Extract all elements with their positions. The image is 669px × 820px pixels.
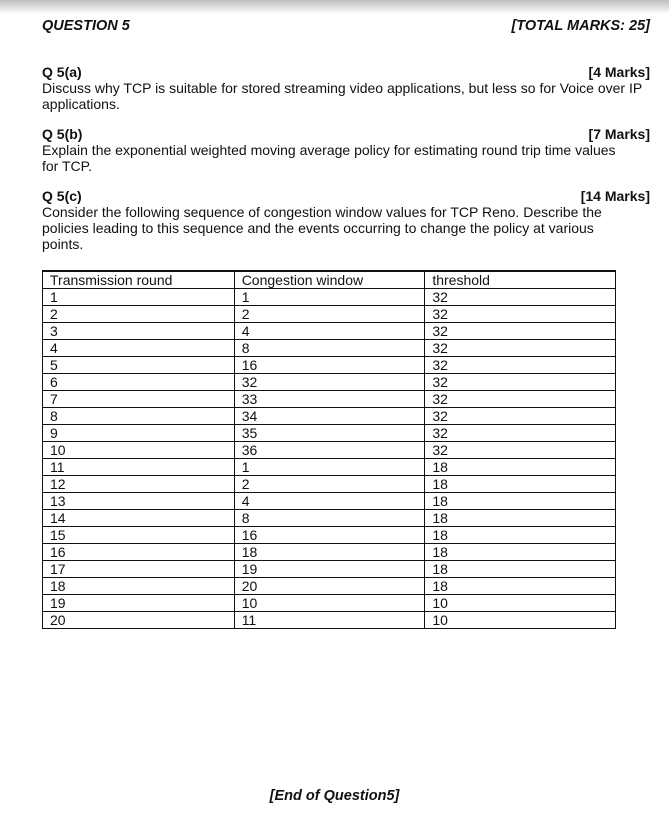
table-cell: 5: [43, 357, 235, 374]
table-row: [43, 357, 616, 374]
table-cell: 19: [234, 561, 425, 578]
table-header-cell: Transmission round: [43, 271, 235, 289]
table-row: [43, 306, 616, 323]
table-cell: 32: [425, 306, 616, 323]
congestion-window-table: [42, 270, 616, 629]
table-cell: 11: [43, 459, 235, 476]
page-top-shadow: [0, 0, 669, 14]
table-cell: 15: [43, 527, 235, 544]
table-cell: 8: [234, 340, 425, 357]
part-b-text: Explain the exponential weighted moving average policy for estimating round trip time values for TCP.: [42, 142, 616, 174]
table-cell: 32: [425, 357, 616, 374]
table-row: [43, 374, 616, 391]
table-cell: 10: [234, 595, 425, 612]
part-c: [42, 188, 650, 252]
table-cell: 32: [425, 425, 616, 442]
table-cell: 1: [43, 289, 235, 306]
table-cell: 32: [425, 391, 616, 408]
table-row: [43, 612, 616, 629]
table-cell: 16: [43, 544, 235, 561]
table-cell: 8: [43, 408, 235, 425]
table-cell: 18: [425, 561, 616, 578]
table-cell: 18: [43, 578, 235, 595]
part-c-label: Q 5(c): [42, 188, 82, 204]
table-cell: 18: [425, 510, 616, 527]
table-cell: 33: [234, 391, 425, 408]
table-cell: 32: [425, 340, 616, 357]
question-title: QUESTION 5: [42, 18, 130, 34]
table-cell: 10: [425, 595, 616, 612]
table-cell: 17: [43, 561, 235, 578]
table-cell: 16: [234, 527, 425, 544]
table-cell: 2: [43, 306, 235, 323]
table-cell: 2: [234, 476, 425, 493]
question-page: [42, 18, 650, 629]
table-header-cell: threshold: [425, 271, 616, 289]
table-cell: 1: [234, 459, 425, 476]
table-row: [43, 510, 616, 527]
table-cell: 8: [234, 510, 425, 527]
table-header-row: [43, 271, 616, 289]
part-b-label: Q 5(b): [42, 126, 83, 142]
table-cell: 11: [234, 612, 425, 629]
table-cell: 18: [425, 459, 616, 476]
table-cell: 6: [43, 374, 235, 391]
table-cell: 10: [425, 612, 616, 629]
part-a-text: Discuss why TCP is suitable for stored streaming video applications, but less so for Voice over IP applications.: [42, 80, 642, 112]
table-cell: 4: [234, 323, 425, 340]
table-cell: 36: [234, 442, 425, 459]
table-row: [43, 527, 616, 544]
question-header: [42, 18, 650, 34]
table-cell: 20: [43, 612, 235, 629]
table-cell: 32: [234, 374, 425, 391]
table-row: [43, 408, 616, 425]
table-cell: 18: [425, 476, 616, 493]
table-cell: 19: [43, 595, 235, 612]
table-row: [43, 323, 616, 340]
table-cell: 20: [234, 578, 425, 595]
table-cell: 12: [43, 476, 235, 493]
part-c-marks: [14 Marks]: [580, 188, 650, 204]
table-row: [43, 391, 616, 408]
table-cell: 18: [425, 493, 616, 510]
part-c-text: Consider the following sequence of congestion window values for TCP Reno. Describe the policies leading to this sequence and the events occurring to change the policy at various points.: [42, 204, 602, 252]
table-row: [43, 578, 616, 595]
table-cell: 4: [43, 340, 235, 357]
table-cell: 32: [425, 323, 616, 340]
table-cell: 3: [43, 323, 235, 340]
part-a-marks: [4 Marks]: [588, 64, 650, 80]
table-cell: 18: [425, 527, 616, 544]
table-cell: 4: [234, 493, 425, 510]
total-marks: [TOTAL MARKS: 25]: [511, 18, 650, 34]
table-cell: 18: [234, 544, 425, 561]
table-row: [43, 340, 616, 357]
table-cell: 1: [234, 289, 425, 306]
table-row: [43, 459, 616, 476]
part-a: [42, 64, 650, 112]
table-header-cell: Congestion window: [234, 271, 425, 289]
table-row: [43, 561, 616, 578]
table-row: [43, 595, 616, 612]
table-row: [43, 442, 616, 459]
table-cell: 16: [234, 357, 425, 374]
table-row: [43, 493, 616, 510]
part-b: [42, 126, 650, 174]
table-cell: 32: [425, 408, 616, 425]
table-cell: 7: [43, 391, 235, 408]
table-cell: 18: [425, 578, 616, 595]
table-cell: 32: [425, 374, 616, 391]
table-cell: 10: [43, 442, 235, 459]
table-row: [43, 289, 616, 306]
table-cell: 32: [425, 289, 616, 306]
table-row: [43, 476, 616, 493]
part-b-marks: [7 Marks]: [588, 126, 650, 142]
table-row: [43, 425, 616, 442]
table-cell: 32: [425, 442, 616, 459]
table-cell: 35: [234, 425, 425, 442]
part-a-label: Q 5(a): [42, 64, 82, 80]
table-cell: 14: [43, 510, 235, 527]
table-cell: 18: [425, 544, 616, 561]
table-cell: 34: [234, 408, 425, 425]
table-row: [43, 544, 616, 561]
table-cell: 9: [43, 425, 235, 442]
end-of-question: [End of Question5]: [269, 788, 400, 804]
table-cell: 2: [234, 306, 425, 323]
table-cell: 13: [43, 493, 235, 510]
